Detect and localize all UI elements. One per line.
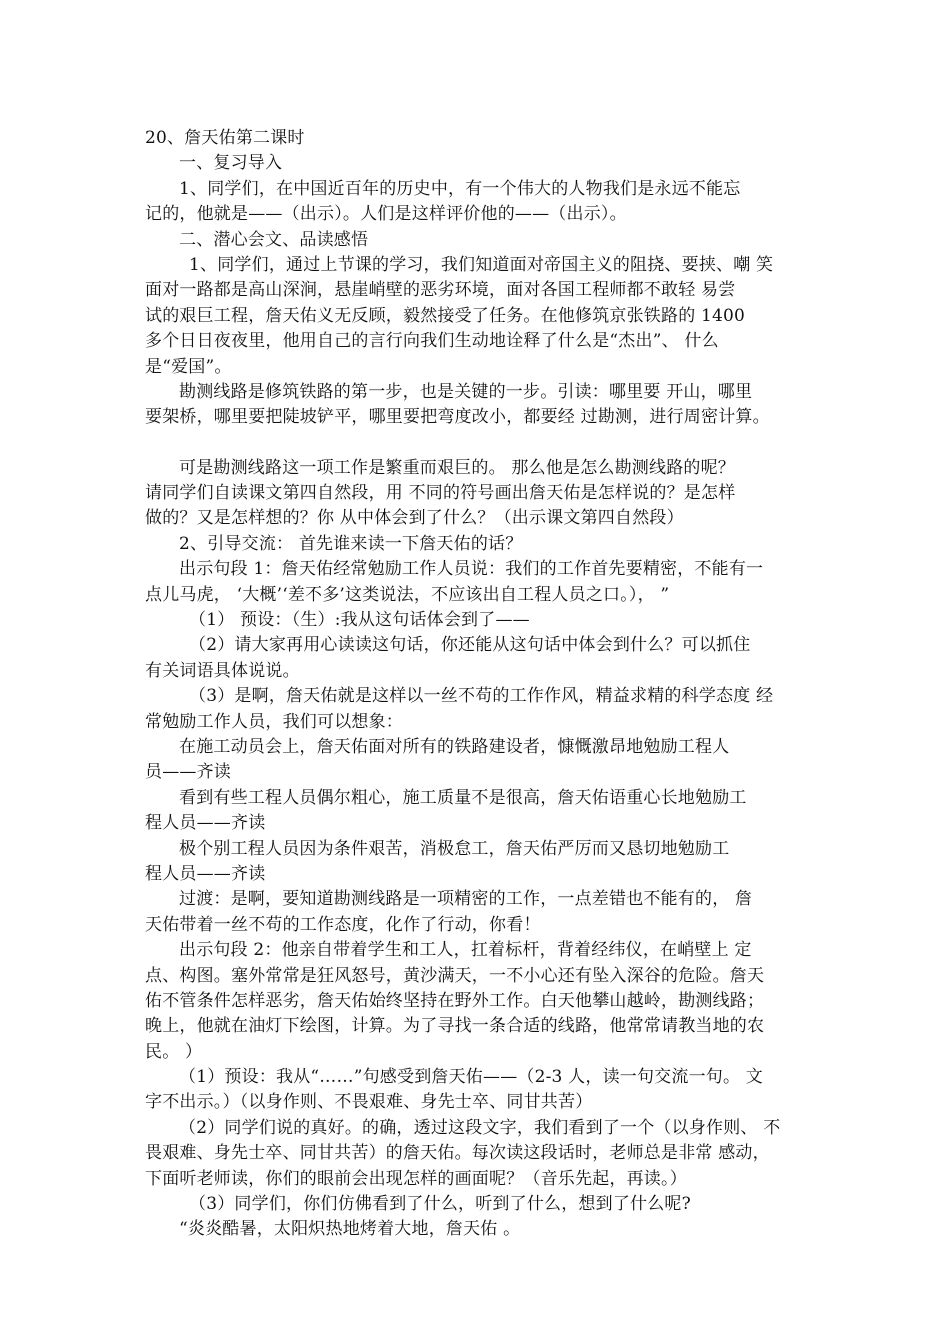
text-line: （1）预设：我从“……”句感受到詹天佑——（2-3 人，读一句交流一句。 文 xyxy=(179,1067,763,1088)
text-line: （3）同学们，你们仿佛看到了什么，听到了什么，想到了什么呢? xyxy=(189,1194,691,1215)
text-line: 过渡：是啊，要知道勘测线路是一项精密的工作，一点差错也不能有的， 詹 xyxy=(179,889,753,910)
text-line: 程人员——齐读 xyxy=(145,813,266,834)
text-line: 民。 ） xyxy=(145,1041,203,1062)
text-line: 点儿马虎， ‘大概’‘差不多’这类说法，不应该出自工程人员之口。）， ” xyxy=(145,584,670,605)
text-line: 字不出示。）（以身作则、不畏艰难、身先士卒、同甘共苦） xyxy=(145,1092,593,1113)
text-line: 极个别工程人员因为条件艰苦，消极怠工，詹天佑严厉而又恳切地勉励工 xyxy=(179,838,730,859)
text-line: 试的艰巨工程，詹天佑义无反顾，毅然接受了任务。在他修筑京张铁路的 1400 xyxy=(145,305,746,326)
text-line: 多个日日夜夜里，他用自己的言行向我们生动地诠释了什么是“杰出”、 什么 xyxy=(145,331,719,352)
text-line: 2、引导交流： 首先谁来读一下詹天佑的话？ xyxy=(179,533,523,554)
text-line: 看到有些工程人员偶尔粗心，施工质量不是很高，詹天佑语重心长地勉励工 xyxy=(179,787,747,808)
text-line: 一、复习导入 xyxy=(179,153,283,174)
text-line: 做的？又是怎样想的？你 从中体会到了什么？（出示课文第四自然段） xyxy=(145,508,684,529)
text-line: 晚上，他就在油灯下绘图，计算。为了寻找一条合适的线路，他常常请教当地的农 xyxy=(145,1016,765,1037)
text-line: 有关词语具体说说。 xyxy=(145,660,300,681)
text-line: 是“爱国”。 xyxy=(145,356,232,377)
text-line: “炎炎酷暑，太阳炽热地烤着大地，詹天佑 。 xyxy=(179,1219,521,1240)
text-line: 畏艰难、身先士卒、同甘共苦）的詹天佑。每次读这段话时，老师总是非常 感动， xyxy=(145,1143,770,1164)
text-line: 请同学们自读课文第四自然段，用 不同的符号画出詹天佑是怎样说的？是怎样 xyxy=(145,483,736,504)
text-line: 1、同学们，通过上节课的学习，我们知道面对帝国主义的阻挠、要挟、嘲 笑 xyxy=(189,254,774,275)
text-line: 记的，他就是——（出示）。人们是这样评价他的——（出示）。 xyxy=(145,204,627,225)
text-line: （2）同学们说的真好。的确，透过这段文字，我们看到了一个（以身作则、 不 xyxy=(179,1117,781,1138)
text-line: 勘测线路是修筑铁路的第一步，也是关键的一步。引读：哪里要 开山，哪里 xyxy=(179,381,753,402)
document-page xyxy=(145,126,815,1243)
text-line: 在施工动员会上，詹天佑面对所有的铁路建设者，慷慨激昂地勉励工程人 xyxy=(179,736,730,757)
text-line: （1） 预设：（生）:我从这句话体会到了—— xyxy=(189,610,530,631)
text-line: 程人员——齐读 xyxy=(145,863,266,884)
text-line: 出示句段 1：詹天佑经常勉励工作人员说：我们的工作首先要精密，不能有一 xyxy=(179,559,764,580)
text-line: 点、构图。塞外常常是狂风怒号，黄沙满天，一不小心还有坠入深谷的危险。詹天 xyxy=(145,965,765,986)
text-line: 面对一路都是高山深涧，悬崖峭壁的恶劣环境，面对各国工程师都不敢轻 易尝 xyxy=(145,280,736,301)
text-line: 员——齐读 xyxy=(145,762,231,783)
text-line: 要架桥，哪里要把陡坡铲平，哪里要把弯度改小，都要经 过勘测，进行周密计算。 xyxy=(145,407,770,428)
text-line: （3）是啊，詹天佑就是这样以一丝不苟的工作作风，精益求精的科学态度 经 xyxy=(189,686,774,707)
text-line: 下面听老师读，你们的眼前会出现怎样的画面呢？（音乐先起，再读。） xyxy=(145,1168,687,1189)
text-line: 佑不管条件怎样恶劣，詹天佑始终坚持在野外工作。白天他攀山越岭，勘测线路； xyxy=(145,990,765,1011)
text-line: 常勉励工作人员，我们可以想象： xyxy=(145,711,403,732)
text-line: 可是勘测线路这一项工作是繁重而艰巨的。 那么他是怎么勘测线路的呢？ xyxy=(179,457,736,478)
text-line xyxy=(145,431,815,456)
text-line: 天佑带着一丝不苟的工作态度，化作了行动，你看！ xyxy=(145,914,541,935)
text-line: （2）请大家再用心读读这句话，你还能从这句话中体会到什么？可以抓住 xyxy=(189,635,751,656)
text-line: 出示句段 2：他亲自带着学生和工人，扛着标杆，背着经纬仪，在峭壁上 定 xyxy=(179,940,752,961)
text-line: 1、同学们，在中国近百年的历史中，有一个伟大的人物我们是永远不能忘 xyxy=(179,178,741,199)
document-title: 20、詹天佑第二课时 xyxy=(145,128,305,148)
text-line: 二、潜心会文、品读感悟 xyxy=(179,229,369,250)
